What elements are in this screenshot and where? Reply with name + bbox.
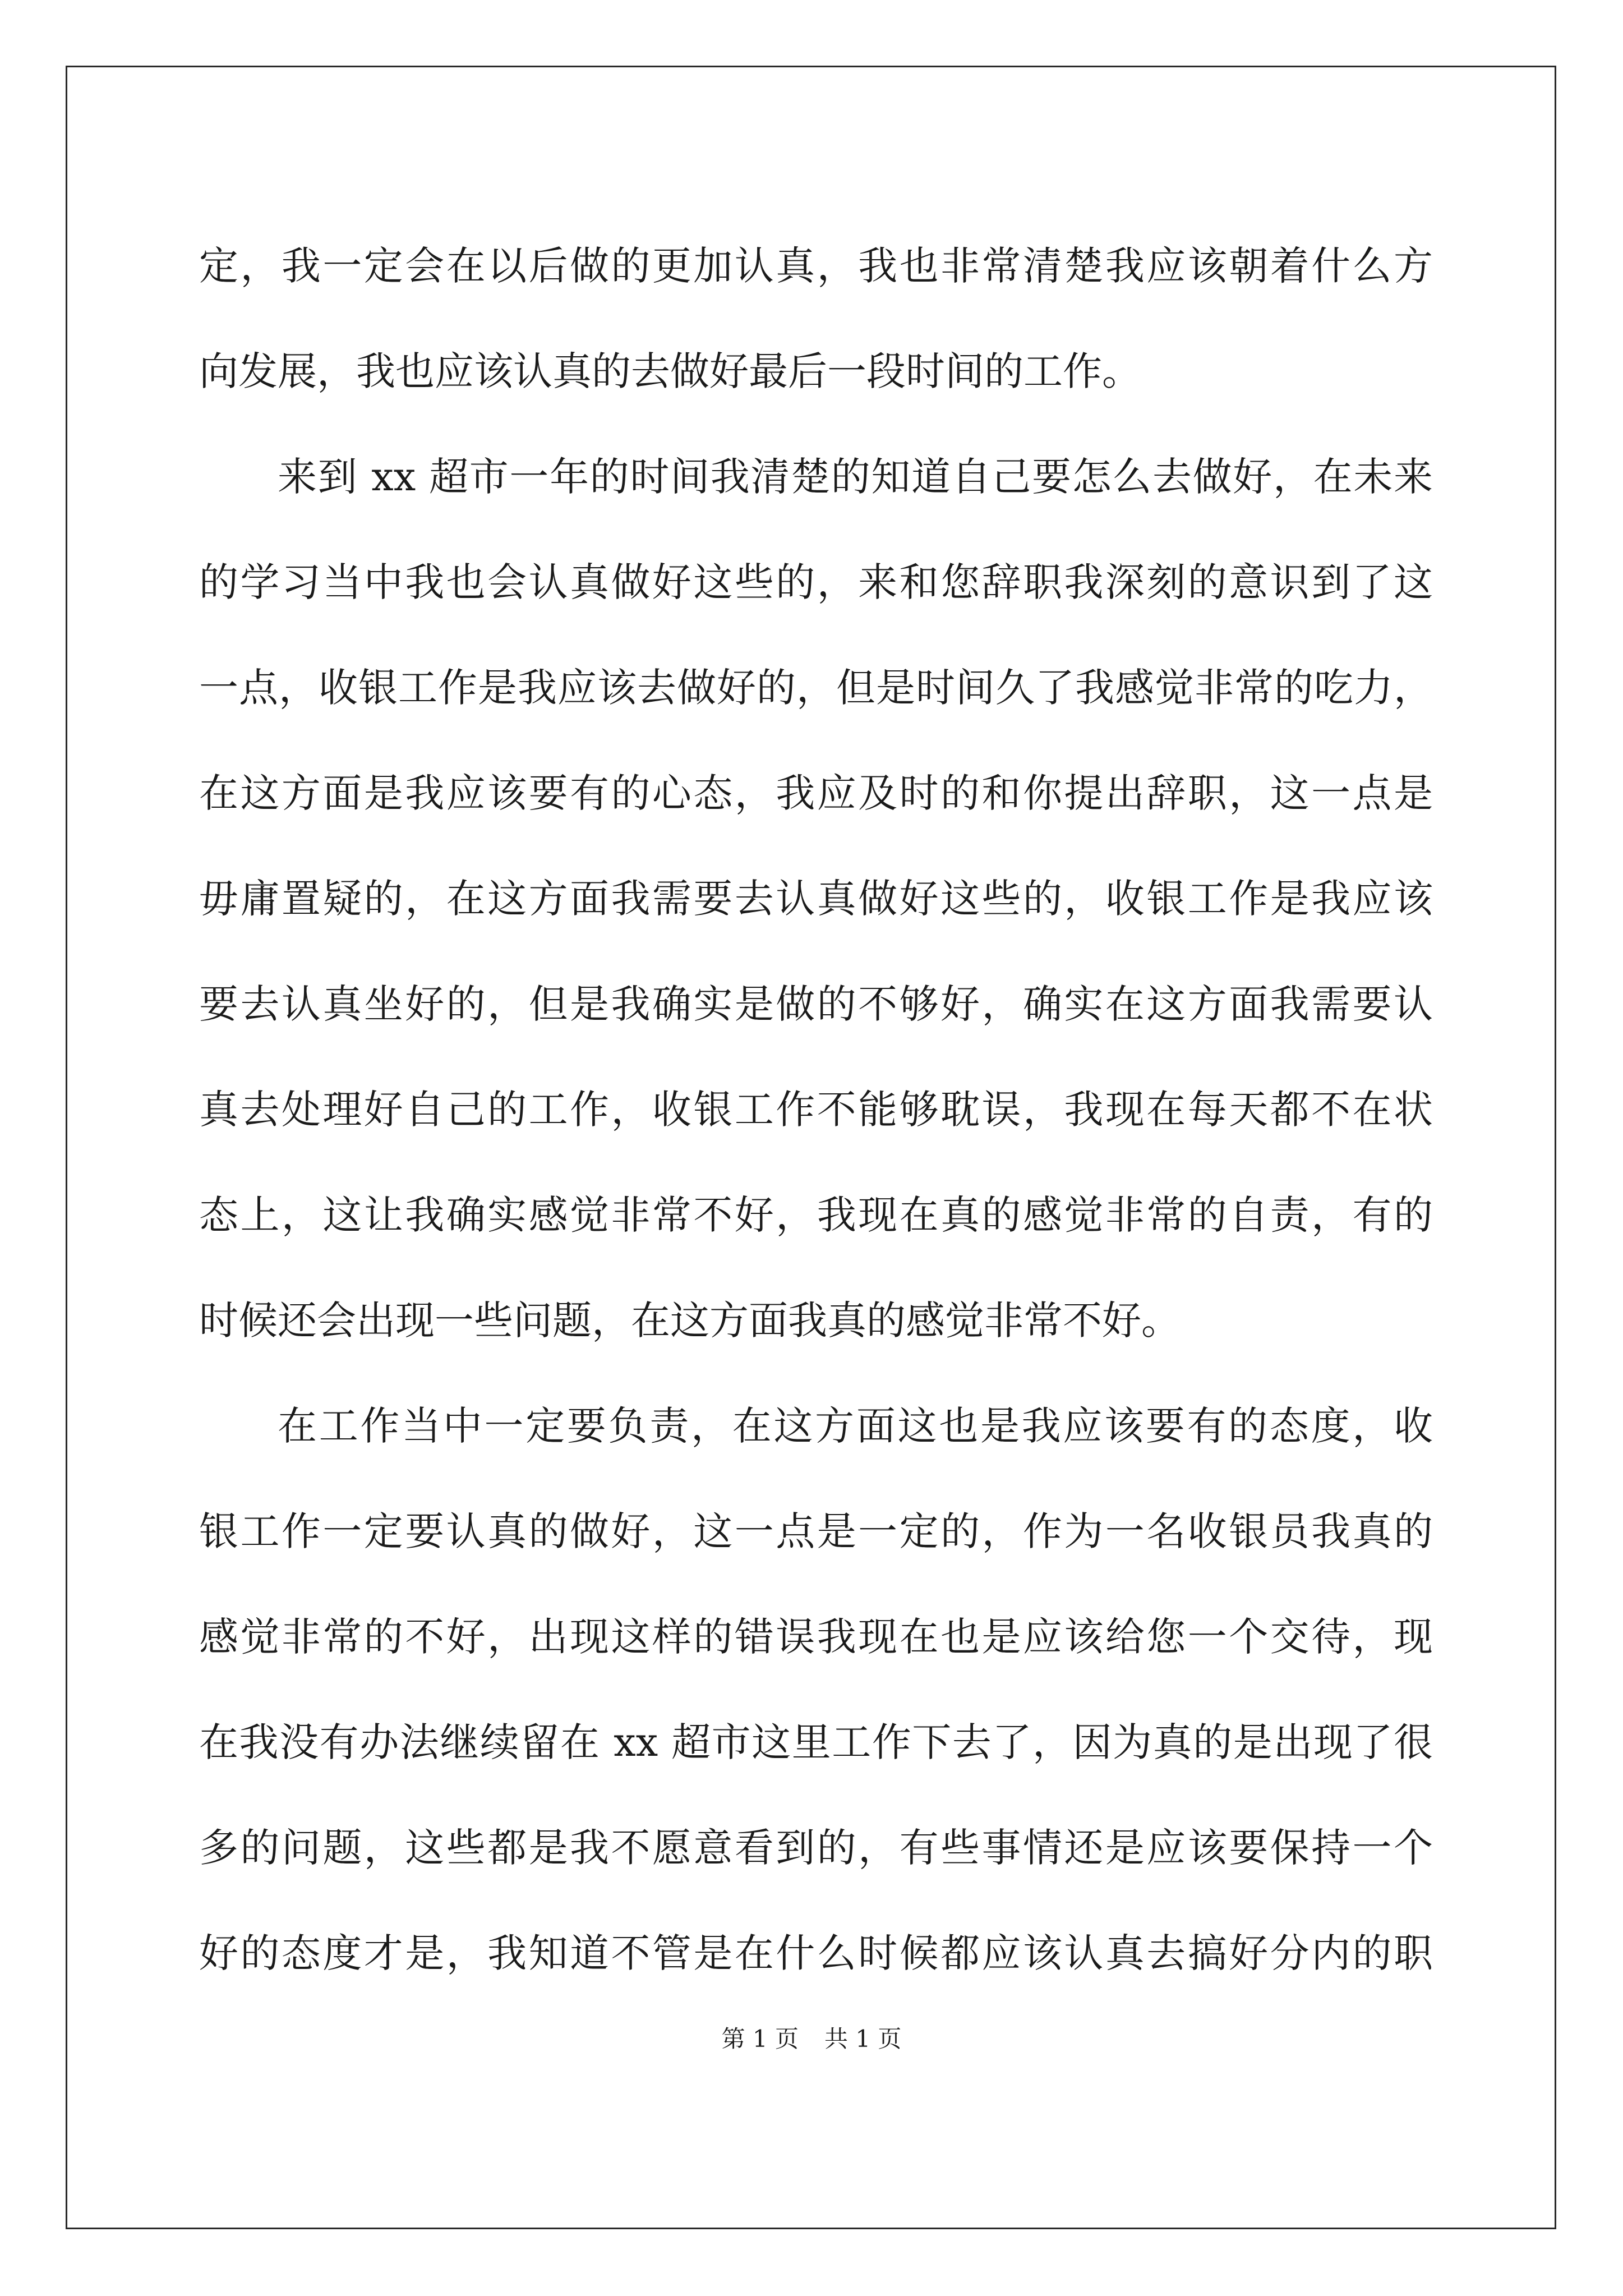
text-line: 一点，收银工作是我应该去做好的，但是时间久了我感觉非常的吃力， [199,665,1433,711]
text-line: 时候还会出现一些问题，在这方面我真的感觉非常不好。 [199,1297,1181,1343]
page-total: 共 1 页 [824,2025,902,2053]
page-number: 第 1 页 [721,2025,799,2053]
document-body [199,213,1433,2006]
text-line: 来到 xx 超市一年的时间我清楚的知道自己要怎么去做好，在未来 [278,454,1433,500]
text-line: 的学习当中我也会认真做好这些的，来和您辞职我深刻的意识到了这 [199,559,1433,605]
text-line: 向发展，我也应该认真的去做好最后一段时间的工作。 [199,348,1141,394]
text-line: 感觉非常的不好，出现这样的错误我现在也是应该给您一个交待，现 [199,1614,1433,1660]
page-footer [0,2022,1623,2056]
text-line: 定，我一定会在以后做的更加认真，我也非常清楚我应该朝着什么方 [199,243,1433,289]
text-line: 银工作一定要认真的做好，这一点是一定的，作为一名收银员我真的 [199,1508,1433,1554]
text-line: 真去处理好自己的工作，收银工作不能够耽误，我现在每天都不在状 [199,1087,1433,1133]
text-line: 在这方面是我应该要有的心态，我应及时的和你提出辞职，这一点是 [199,770,1433,816]
text-line: 毋庸置疑的，在这方面我需要去认真做好这些的，收银工作是我应该 [199,876,1433,922]
text-line: 多的问题，这些都是我不愿意看到的，有些事情还是应该要保持一个 [199,1825,1433,1871]
text-line: 态上，这让我确实感觉非常不好，我现在真的感觉非常的自责，有的 [199,1192,1433,1238]
text-line: 要去认真坐好的，但是我确实是做的不够好，确实在这方面我需要认 [199,981,1433,1027]
text-line: 在我没有办法继续留在 xx 超市这里工作下去了，因为真的是出现了很 [199,1719,1433,1765]
text-line: 好的态度才是，我知道不管是在什么时候都应该认真去搞好分内的职 [199,1930,1433,1976]
text-line: 在工作当中一定要负责，在这方面这也是我应该要有的态度，收 [278,1403,1433,1449]
